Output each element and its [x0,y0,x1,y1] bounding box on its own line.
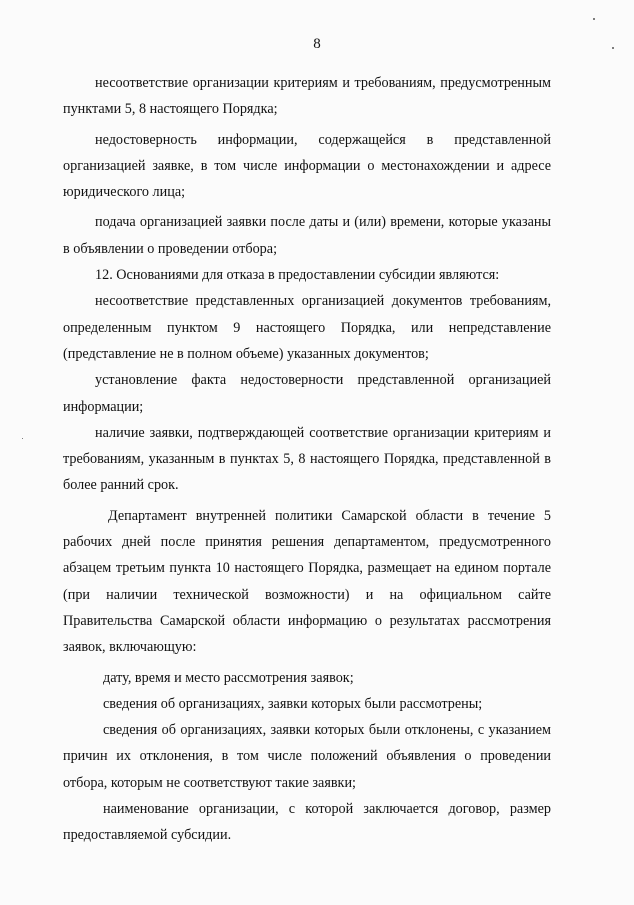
paragraph-3: подача организацией заявки после даты и (или) времени, которые указаны в объявлении о проведении отбора; [63,214,551,257]
document-body [63,70,551,849]
scan-speck [22,438,23,439]
paragraph-10: сведения об организациях, заявки которых были рассмотрены; [103,695,483,712]
paragraph-12: наименование организации, с которой заключается договор, размер предоставляемой субсидии. [63,801,551,844]
paragraph-7: наличие заявки, подтверждающей соответствие организации критериям и требованиям, указанным в пунктах 5, 8 настоящего Порядка, представленной в более ранний срок. [63,424,551,494]
paragraph-4: 12. Основаниями для отказа в предоставлении субсидии являются: [95,267,500,284]
paragraph-2: недостоверность информации, содержащейся в представленной организацией заявке, в том числе информации о местонахождении и адресе юридического лица; [63,131,551,201]
page-number: 8 [313,36,321,52]
paragraph-11: сведения об организациях, заявки которых были отклонены, с указанием причин их отклонения, в том числе положений объявления о проведении отбора, которым не соответствуют такие заявки; [63,722,551,791]
paragraph-6: установление факта недостоверности представленной организацией информации; [63,372,551,415]
paragraph-5: несоответствие представленных организацией документов требованиям, определенным пунктом 9 настоящего Порядка, или непредставление (представление не в полном объеме) указанных документов; [63,293,551,362]
scan-speck [593,18,595,20]
scan-speck [612,47,614,49]
paragraph-9: дату, время и место рассмотрения заявок; [103,669,354,686]
paragraph-8: Департамент внутренней политики Самарской области в течение 5 рабочих дней после принятия решения департаментом, предусмотренного абзацем третьим пункта 10 настоящего Порядка, размещает на едином портале (при наличии технической возможности) и на официальном сайте Правительства Самарской области информацию о результатах рассмотрения заявок, включающую: [63,507,551,656]
paragraph-1: несоответствие организации критериям и требованиям, предусмотренным пунктами 5, 8 настоящего Порядка; [63,75,551,118]
